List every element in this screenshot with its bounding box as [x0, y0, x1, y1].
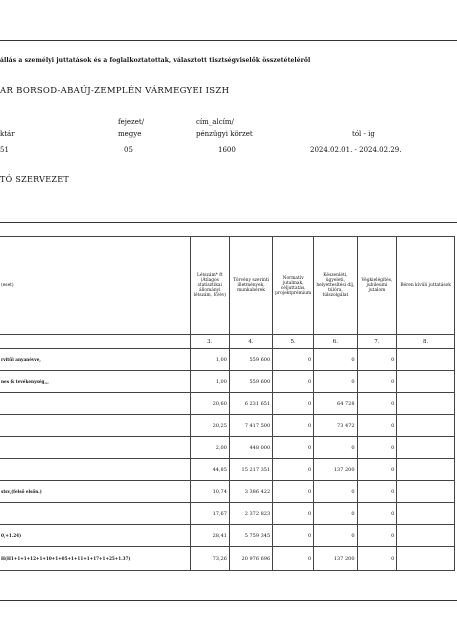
- row-label: [0, 415, 190, 437]
- cell-col5: 0: [273, 525, 314, 547]
- cell-col8: [397, 459, 455, 481]
- organization-name: AR BORSOD-ABAÚJ-ZEMPLÉN VÁRMEGYEI ISZH: [0, 86, 230, 96]
- bottom-rule: [0, 600, 457, 601]
- column-number-row: [0, 335, 455, 349]
- cell-col5: 0: [273, 503, 314, 525]
- cell-col5: 0: [273, 481, 314, 503]
- cell-col6: 137 200: [314, 459, 357, 481]
- cell-col7: 0: [357, 481, 397, 503]
- section-heading: TÓ SZERVEZET: [0, 175, 70, 184]
- cell-col4: 5 759 345: [229, 525, 272, 547]
- cell-col3: 1,00: [190, 349, 229, 371]
- cell-col7: 0: [357, 371, 397, 393]
- cell-col5: 0: [273, 393, 314, 415]
- cell-col3: 73,26: [190, 547, 229, 571]
- cell-col4: 7 417 500: [229, 415, 272, 437]
- cell-col6: 137 200: [314, 547, 357, 571]
- cell-col3: 20,25: [190, 415, 229, 437]
- table-row: [0, 459, 455, 481]
- row-label: [0, 503, 190, 525]
- table-row: [0, 547, 455, 571]
- cell-col6: 0: [314, 503, 357, 525]
- colnum-8: 8.: [397, 335, 455, 349]
- cell-col4: 559 600: [229, 371, 272, 393]
- colnum-5: 5.: [273, 335, 314, 349]
- meta-col1-value: 51: [0, 146, 9, 154]
- cell-col4: 3 386 422: [229, 481, 272, 503]
- cell-col3: 17,67: [190, 503, 229, 525]
- meta-col3-label-top: cím_alcím/: [196, 118, 234, 126]
- table-top-rule: [0, 222, 457, 223]
- cell-col7: 0: [357, 349, 397, 371]
- cell-col4: 559 600: [229, 349, 272, 371]
- colnum-7: 7.: [357, 335, 397, 349]
- row-label: nes & tevékenység,,,: [0, 371, 190, 393]
- cell-col8: [397, 415, 455, 437]
- header-col3: Létszám* ft (Átlagos statisztikai állományi létszám, fő/év): [190, 237, 229, 335]
- cell-col3: 44,85: [190, 459, 229, 481]
- cell-col8: [397, 547, 455, 571]
- cell-col6: 0: [314, 525, 357, 547]
- header-col6: Készenléti, ügyeleti, helyettesítési díj, túlóra, túlszolgálat: [314, 237, 357, 335]
- cell-col3: 10,74: [190, 481, 229, 503]
- colnum-label: [0, 335, 190, 349]
- cell-col5: 0: [273, 437, 314, 459]
- header-col4: Törvény szerinti illetmények, munkabérek: [229, 237, 272, 335]
- meta-col4-label: tól - ig: [352, 130, 375, 138]
- meta-col1-label: ktár: [0, 130, 15, 138]
- colnum-4: 4.: [229, 335, 272, 349]
- cell-col7: 0: [357, 525, 397, 547]
- cell-col3: 1,00: [190, 371, 229, 393]
- staffing-table: [0, 236, 455, 571]
- cell-col5: 0: [273, 459, 314, 481]
- cell-col6: 64 728: [314, 393, 357, 415]
- meta-col2-label-top: fejezet/: [118, 118, 145, 126]
- cell-col6: 0: [314, 481, 357, 503]
- meta-col2-value: 05: [124, 146, 133, 154]
- row-label: rvitűi anyanévve,: [0, 349, 190, 371]
- cell-col4: 6 231 651: [229, 393, 272, 415]
- row-label: [0, 459, 190, 481]
- cell-col7: 0: [357, 547, 397, 571]
- header-label-col: (eset): [0, 237, 190, 335]
- cell-col8: [397, 525, 455, 547]
- table-header-row: [0, 237, 455, 335]
- cell-col6: 0: [314, 437, 357, 459]
- cell-col7: 0: [357, 415, 397, 437]
- cell-col3: 2,00: [190, 437, 229, 459]
- row-label: [0, 393, 190, 415]
- table-row: [0, 371, 455, 393]
- document-title: állás a személyi juttatások és a foglalkoztatottak, választott tisztségviselők összetételéről: [0, 57, 311, 64]
- row-label: stsv,(felső elsőn.): [0, 481, 190, 503]
- colnum-3: 3.: [190, 335, 229, 349]
- cell-col7: 0: [357, 503, 397, 525]
- header-col8: Béren kívüli juttatások: [397, 237, 455, 335]
- row-label: 0,+1.24): [0, 525, 190, 547]
- table-row: [0, 503, 455, 525]
- cell-col7: 0: [357, 437, 397, 459]
- top-rule: [0, 40, 457, 41]
- cell-col3: 20,60: [190, 393, 229, 415]
- row-label: [0, 437, 190, 459]
- cell-col8: [397, 503, 455, 525]
- table-row: [0, 437, 455, 459]
- cell-col8: [397, 349, 455, 371]
- meta-col3-label: pénzügyi körzet: [196, 130, 253, 138]
- cell-col7: 0: [357, 393, 397, 415]
- cell-col8: [397, 481, 455, 503]
- colnum-6: 6.: [314, 335, 357, 349]
- header-col7: Végkielégítés, jubileumi jutalom: [357, 237, 397, 335]
- cell-col8: [397, 393, 455, 415]
- table-row: [0, 393, 455, 415]
- cell-col3: 28,41: [190, 525, 229, 547]
- table-row: [0, 349, 455, 371]
- cell-col5: 0: [273, 415, 314, 437]
- cell-col6: 0: [314, 349, 357, 371]
- table-row: [0, 415, 455, 437]
- cell-col5: 0: [273, 547, 314, 571]
- meta-col3-value: 1600: [218, 146, 236, 154]
- table-row: [0, 525, 455, 547]
- header-col5: Normatív jutalmak, céljuttatás, projektprémium: [273, 237, 314, 335]
- meta-col4-value: 2024.02.01. - 2024.02.29.: [310, 146, 402, 154]
- cell-col7: 0: [357, 459, 397, 481]
- table-row: [0, 481, 455, 503]
- cell-col8: [397, 371, 455, 393]
- cell-col4: 2 372 823: [229, 503, 272, 525]
- cell-col4: 448 000: [229, 437, 272, 459]
- cell-col5: 0: [273, 371, 314, 393]
- cell-col6: 73 472: [314, 415, 357, 437]
- cell-col8: [397, 437, 455, 459]
- cell-col4: 20 976 696: [229, 547, 272, 571]
- cell-col4: 15 217 351: [229, 459, 272, 481]
- meta-col2-label: megye: [118, 130, 142, 138]
- cell-col5: 0: [273, 349, 314, 371]
- row-label: H(H1+1+1+12+1+10+1+05+1+11+1+17+1+25+1.37): [0, 547, 190, 571]
- cell-col6: 0: [314, 371, 357, 393]
